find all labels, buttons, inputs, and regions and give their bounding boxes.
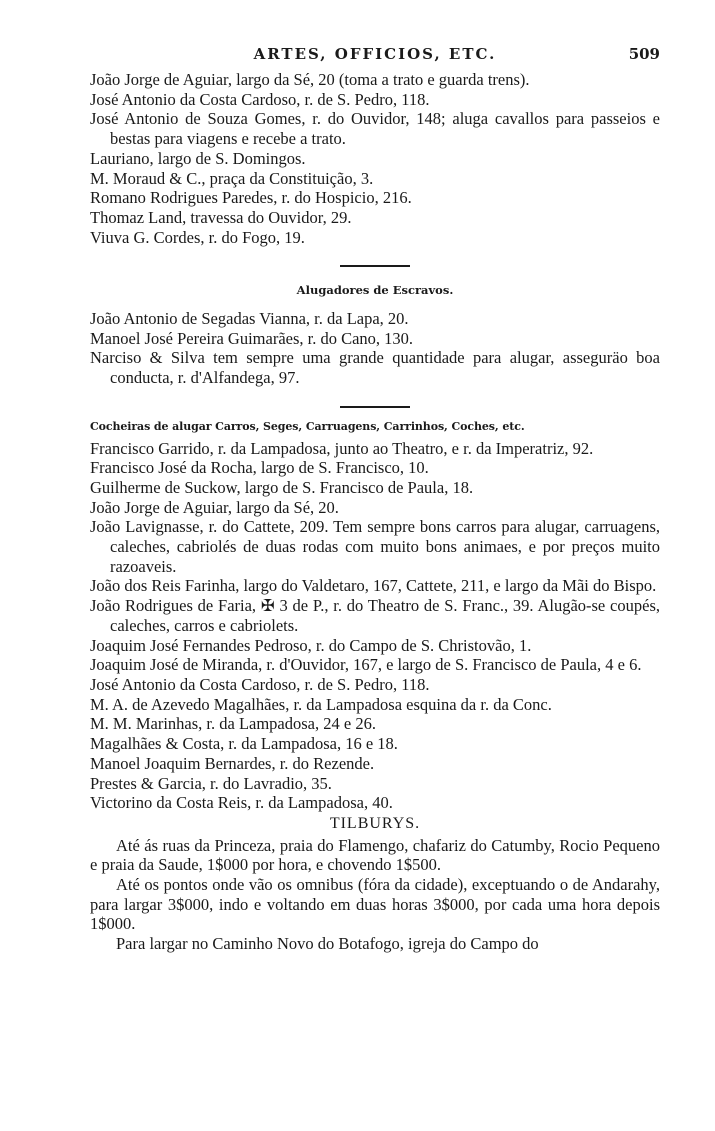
running-title: ARTES, OFFICIOS, ETC. <box>253 45 497 63</box>
section-heading: Cocheiras de alugar Carros, Seges, Carruagens, Carrinhos, Coches, etc. <box>90 419 525 433</box>
page-content <box>90 70 660 954</box>
section-divider <box>340 265 410 267</box>
section-tilburys <box>90 814 660 954</box>
list-item: Francisco Garrido, r. da Lampadosa, junto ao Theatro, e r. da Imperatriz, 92. <box>90 438 594 458</box>
section-carriage-rentals <box>90 417 660 813</box>
section-livery-stables <box>90 70 660 247</box>
list-item: Romano Rodrigues Paredes, r. do Hospicio, 216. <box>90 188 412 208</box>
list-item: M. Moraud & C., praça da Constituição, 3. <box>90 168 374 188</box>
paragraph: Até os pontos onde vão os omnibus (fóra da cidade), exceptuando o de Andarahy, para largar 3$000, indo e voltando em duas horas 3$000, por cada uma hora depois 1$000. <box>90 875 660 934</box>
list-item: José Antonio da Costa Cardoso, r. de S. Pedro, 118. <box>90 674 430 694</box>
running-header <box>90 45 660 69</box>
list-item: Francisco José da Rocha, largo de S. Francisco, 10. <box>90 458 429 478</box>
list-item: Joaquim José Fernandes Pedroso, r. do Campo de S. Christovão, 1. <box>90 635 532 655</box>
list-item: João Lavignasse, r. do Cattete, 209. Tem sempre bons carros para alugar, carruagens, caleches, cabriolés de duas rodas com muito bons animaes, e por preços muito razoaveis. <box>90 517 660 576</box>
list-item: João Jorge de Aguiar, largo da Sé, 20 (toma a trato e guarda trens). <box>90 70 530 89</box>
list-item: M. M. Marinhas, r. da Lampadosa, 24 e 26. <box>90 714 376 734</box>
section-heading: Alugadores de Escravos. <box>296 283 454 298</box>
page-number: 509 <box>628 45 660 63</box>
list-item: M. A. de Azevedo Magalhães, r. da Lampadosa esquina da r. da Conc. <box>90 694 552 714</box>
list-item: João Rodrigues de Faria, ✠ 3 de P., r. do Theatro de S. Franc., 39. Alugão-se coupés, caleches, carros e cabriolets. <box>90 596 660 635</box>
list-item: Narciso & Silva tem sempre uma grande quantidade para alugar, asseguräo boa conducta, r. d'Alfandega, 97. <box>90 348 660 388</box>
list-item: Victorino da Costa Reis, r. da Lampadosa, 40. <box>90 793 393 813</box>
section-divider <box>340 406 410 408</box>
list-item: Thomaz Land, travessa do Ouvidor, 29. <box>90 207 352 227</box>
paragraph: Até ás ruas da Princeza, praia do Flamengo, chafariz do Catumby, Rocio Pequeno e praia da Saude, 1$000 por hora, e chovendo 1$500. <box>90 835 660 875</box>
list-item: Manoel Joaquim Bernardes, r. do Rezende. <box>90 753 375 773</box>
list-item: Viuva G. Cordes, r. do Fogo, 19. <box>90 227 305 247</box>
list-item: Joaquim José de Miranda, r. d'Ouvidor, 167, e largo de S. Francisco de Paula, 4 e 6. <box>90 655 642 675</box>
list-item: João dos Reis Farinha, largo do Valdetaro, 167, Cattete, 211, e largo da Mãi do Bispo. <box>90 576 657 596</box>
list-item: Guilherme de Suckow, largo de S. Francisco de Paula, 18. <box>90 477 474 497</box>
list-item: Prestes & Garcia, r. do Lavradio, 35. <box>90 773 332 793</box>
list-item: João Jorge de Aguiar, largo da Sé, 20. <box>90 497 339 517</box>
list-item: João Antonio de Segadas Vianna, r. da Lapa, 20. <box>90 309 409 329</box>
list-item: José Antonio da Costa Cardoso, r. de S. Pedro, 118. <box>90 89 430 109</box>
section-slave-hirers <box>90 281 660 388</box>
list-item: Magalhães & Costa, r. da Lampadosa, 16 e 18. <box>90 734 398 754</box>
list-item: José Antonio de Souza Gomes, r. do Ouvidor, 148; aluga cavallos para passeios e bestas para viagens e recebe a trato. <box>90 109 660 149</box>
list-item: Manoel José Pereira Guimarães, r. do Cano, 130. <box>90 328 414 348</box>
section-heading: TILBURYS. <box>329 814 421 832</box>
list-item: Lauriano, largo de S. Domingos. <box>90 148 306 168</box>
paragraph: Para largar no Caminho Novo do Botafogo, igreja do Campo do <box>116 934 539 954</box>
